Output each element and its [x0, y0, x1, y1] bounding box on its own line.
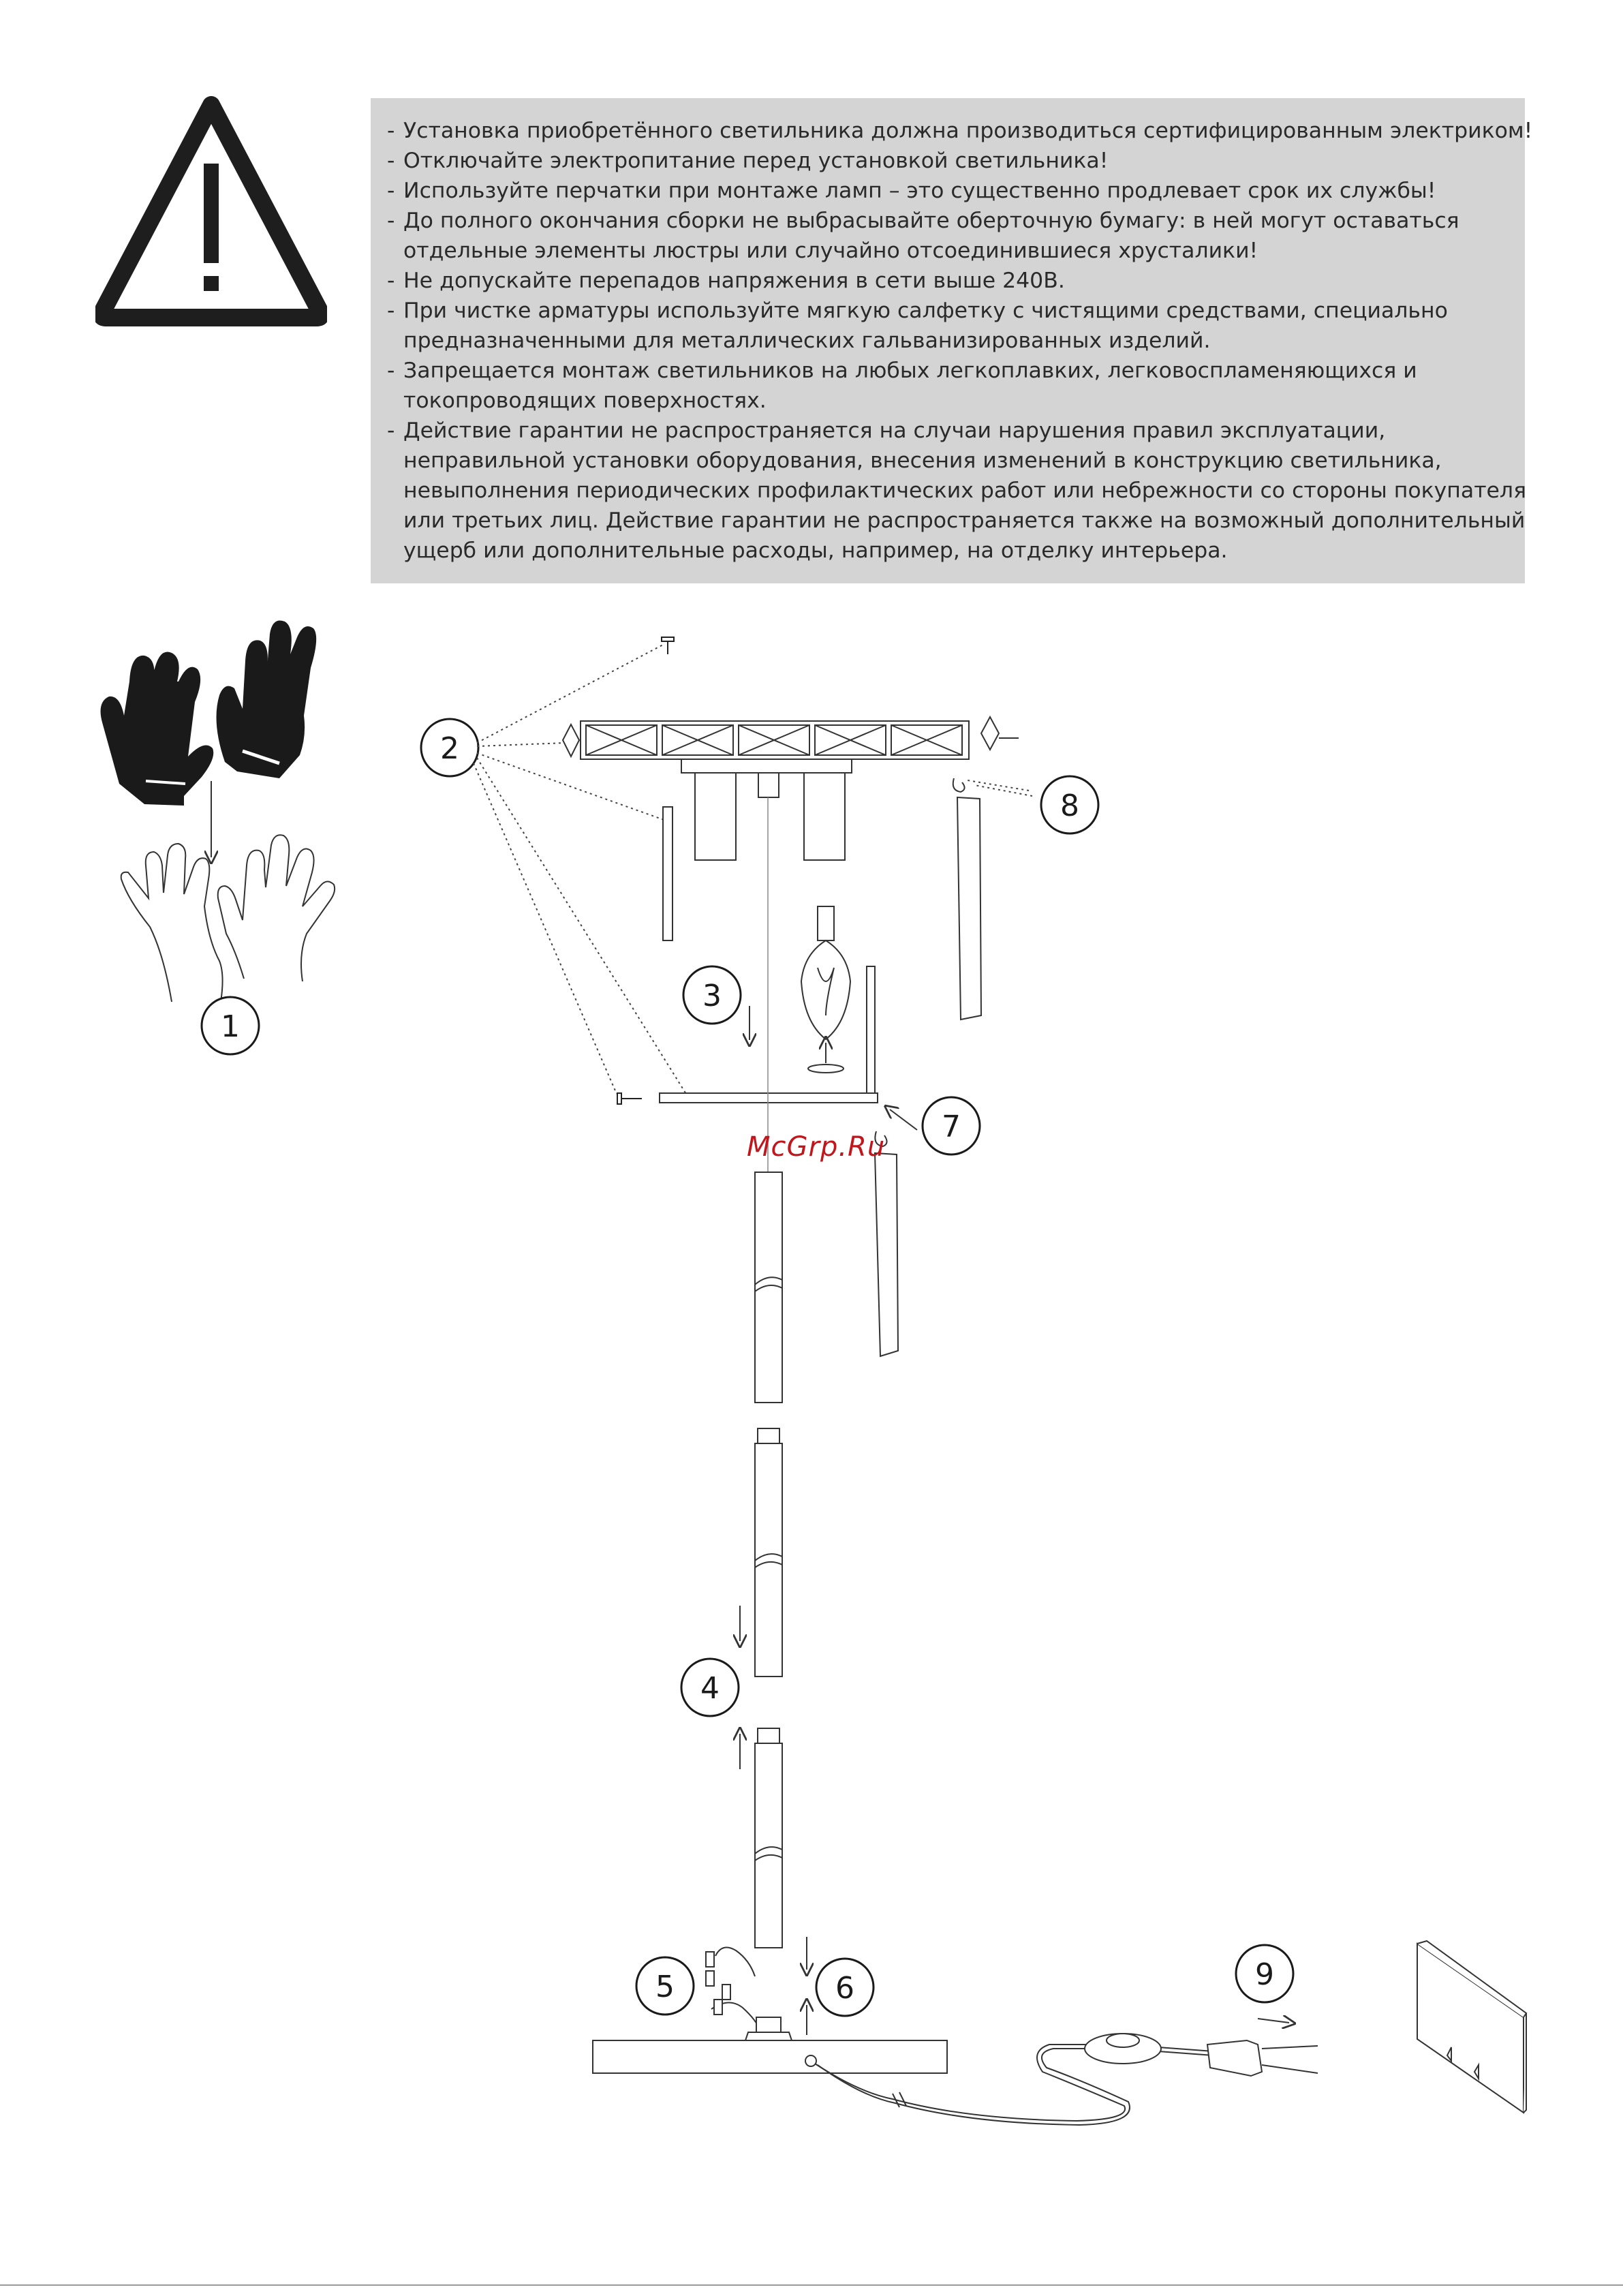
step-4-label: 4 — [700, 1671, 720, 1706]
step-2-leaders — [474, 644, 1032, 1097]
safety-notice-line: ущерб или дополнительные расходы, например, на отделку интерьера. — [403, 538, 1228, 563]
safety-notice-line: - До полного окончания сборки не выбрасывайте оберточную бумагу: в ней могут оставаться — [403, 209, 1459, 233]
warning-triangle-icon — [95, 95, 327, 327]
safety-notice-line: предназначенными для металлических гальванизированных изделий. — [403, 328, 1211, 353]
safety-notice-item — [387, 146, 1525, 176]
safety-notice-item — [387, 176, 1525, 206]
wire-connectors — [706, 1948, 760, 2032]
safety-notice-item — [387, 116, 1533, 146]
safety-notice-line: - Запрещается монтаж светильников на любых легкоплавких, легковоспламеняющихся и — [403, 358, 1417, 383]
safety-notice-line: - При чистке арматуры используйте мягкую салфетку с чистящими средствами, специально — [403, 299, 1448, 323]
base-nut — [745, 2017, 792, 2040]
step-3-marker — [683, 966, 741, 1024]
safety-notice-item — [387, 416, 1525, 566]
screw-icon — [662, 637, 674, 654]
step-9-label: 9 — [1255, 1957, 1274, 1992]
step-6-marker — [816, 1959, 874, 2016]
watermark-text: McGrp.Ru — [747, 1131, 886, 1163]
gloves-icon — [101, 620, 317, 806]
step-2-marker — [421, 719, 478, 776]
step-6-label: 6 — [835, 1971, 854, 2006]
safety-notice-line: или третьих лиц. Действие гарантии не распространяется также на возможный дополнительный — [403, 508, 1526, 533]
lamp-stem — [755, 1172, 782, 1948]
step-7-label: 7 — [942, 1109, 961, 1144]
step-3-label: 3 — [702, 979, 722, 1013]
support-rod-right — [867, 966, 875, 1096]
foot-switch-icon — [1085, 2034, 1161, 2064]
safety-notice-line: - Отключайте электропитание перед установкой светильника! — [403, 149, 1109, 173]
safety-notice-line: токопроводящих поверхностях. — [403, 388, 767, 413]
step-5-label: 5 — [655, 1970, 675, 2004]
safety-notice-line: - Не допускайте перепадов напряжения в сети выше 240В. — [403, 269, 1065, 293]
step-1-marker — [202, 997, 259, 1054]
safety-notice-item — [387, 206, 1525, 266]
step-8-marker — [1041, 776, 1098, 833]
step-4-marker — [681, 1659, 739, 1716]
step-7-marker — [923, 1097, 980, 1154]
safety-notice-line: - Установка приобретённого светильника должна производиться сертифицированным электриком! — [403, 119, 1533, 143]
safety-notice-item — [387, 296, 1525, 356]
hanging-crystal-8 — [953, 778, 981, 1020]
safety-notice-list — [387, 116, 1533, 566]
power-plug-icon — [1207, 2040, 1318, 2076]
safety-notice-box — [371, 98, 1533, 583]
safety-notice-item — [387, 356, 1525, 416]
safety-notice-line: невыполнения периодических профилактических работ или небрежности со стороны покупателя — [403, 478, 1527, 503]
step-1-label: 1 — [221, 1009, 240, 1044]
step-markers — [202, 719, 1293, 2016]
hands-icon — [121, 835, 335, 1002]
lamp-base-plate — [593, 2040, 947, 2073]
step-2-label: 2 — [440, 731, 459, 766]
step-8-label: 8 — [1060, 789, 1079, 823]
hanging-crystal-7 — [875, 1131, 898, 1356]
crystal-frame — [581, 721, 969, 860]
safety-notice-line: - Действие гарантии не распространяется на случаи нарушения правил эксплуатации, — [403, 418, 1386, 443]
safety-notice-line: отдельные элементы люстры или случайно отсоединившиеся хрусталики! — [403, 239, 1258, 263]
wall-socket-icon — [1417, 1941, 1526, 2113]
light-bulb-icon — [801, 906, 850, 1073]
cross-arm — [660, 1093, 878, 1103]
safety-notice-line: неправильной установки оборудования, внесения изменений в конструкцию светильника, — [403, 448, 1442, 473]
step-9-marker — [1236, 1945, 1293, 2002]
safety-notice-item — [387, 266, 1525, 296]
safety-notice-line: - Используйте перчатки при монтаже ламп – это существенно продлевает срок их службы! — [403, 179, 1436, 203]
support-rod — [663, 807, 673, 940]
footer-rule — [0, 2284, 1623, 2286]
assembly-diagram — [0, 600, 1623, 2208]
step-5-marker — [636, 1957, 694, 2015]
side-screw-icon — [617, 1093, 642, 1104]
